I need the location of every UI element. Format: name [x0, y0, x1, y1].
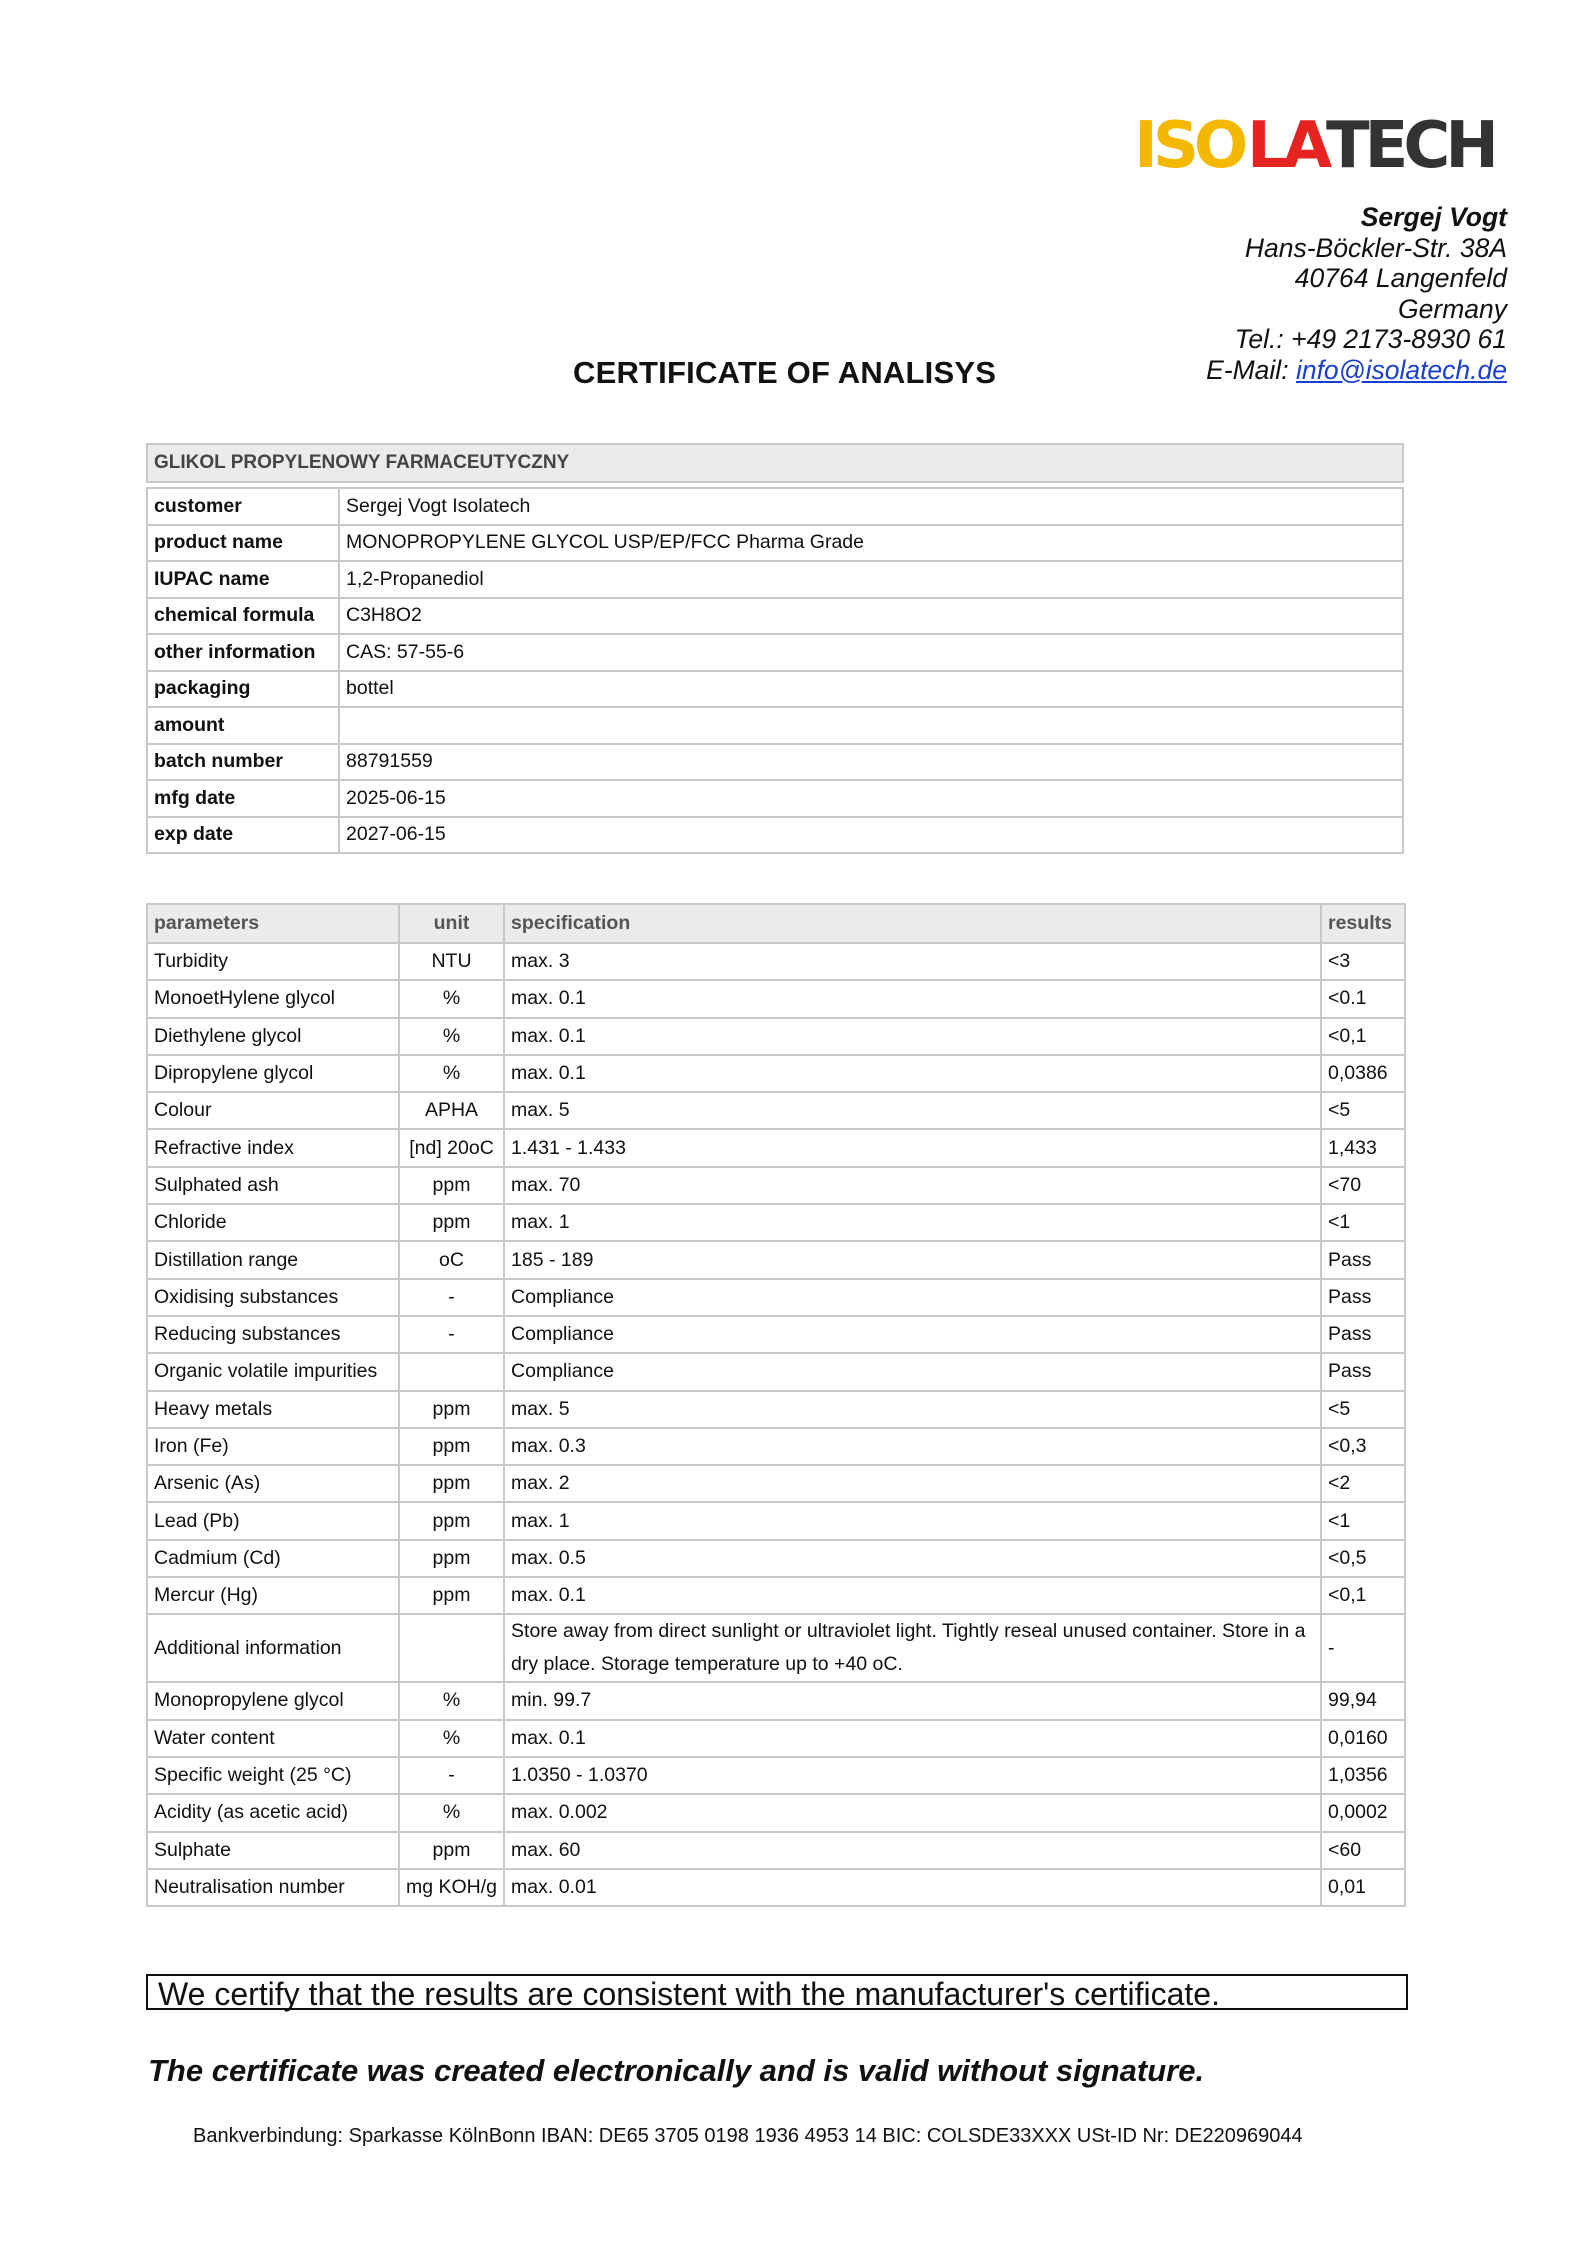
parameter-result: <1	[1321, 1502, 1405, 1539]
contact-name: Sergej Vogt	[1360, 202, 1507, 232]
parameter-name: Iron (Fe)	[147, 1428, 399, 1465]
parameter-specification: Compliance	[504, 1279, 1321, 1316]
header-unit: unit	[399, 904, 504, 943]
parameter-name: Colour	[147, 1092, 399, 1129]
info-label: other information	[147, 634, 339, 671]
isolatech-logo-icon	[1134, 108, 1506, 174]
parameter-name: Cadmium (Cd)	[147, 1540, 399, 1577]
parameter-specification: 1.431 - 1.433	[504, 1129, 1321, 1166]
company-address	[1206, 202, 1507, 385]
electronic-validity-note: The certificate was created electronically and is valid without signature.	[148, 2053, 1205, 2088]
info-label: customer	[147, 488, 339, 525]
parameter-unit: %	[399, 1018, 504, 1055]
product-section-header: GLIKOL PROPYLENOWY FARMACEUTYCZNY	[147, 444, 1403, 482]
parameter-unit: APHA	[399, 1092, 504, 1129]
parameter-result: <0,1	[1321, 1577, 1405, 1614]
country: Germany	[1398, 293, 1507, 324]
parameter-name: Mercur (Hg)	[147, 1577, 399, 1614]
parameter-unit: %	[399, 1055, 504, 1092]
parameter-unit: %	[399, 1720, 504, 1757]
parameter-row	[147, 1018, 1405, 1055]
parameter-specification: max. 0.5	[504, 1540, 1321, 1577]
parameter-row	[147, 1540, 1405, 1577]
parameter-name: MonoetHylene glycol	[147, 980, 399, 1017]
parameter-unit: NTU	[399, 943, 504, 980]
parameter-specification: max. 0.01	[504, 1869, 1321, 1906]
info-value: MONOPROPYLENE GLYCOL USP/EP/FCC Pharma Grade	[339, 525, 1403, 562]
parameter-name: Monopropylene glycol	[147, 1682, 399, 1719]
info-row	[147, 634, 1403, 671]
header-specification: specification	[504, 904, 1321, 943]
parameter-row	[147, 1577, 1405, 1614]
parameter-result: <5	[1321, 1092, 1405, 1129]
parameter-result: <1	[1321, 1204, 1405, 1241]
parameter-specification: Store away from direct sunlight or ultraviolet light. Tightly reseal unused container. Store in a dry place. Storage temperature up to +40 oC.	[504, 1614, 1321, 1682]
info-row	[147, 780, 1403, 817]
parameter-name: Heavy metals	[147, 1391, 399, 1428]
parameter-result: 0,0002	[1321, 1794, 1405, 1831]
parameter-name: Organic volatile impurities	[147, 1353, 399, 1390]
parameter-result: Pass	[1321, 1353, 1405, 1390]
parameter-specification: 1.0350 - 1.0370	[504, 1757, 1321, 1794]
parameter-specification: Compliance	[504, 1353, 1321, 1390]
info-value: 1,2-Propanediol	[339, 561, 1403, 598]
info-value: C3H8O2	[339, 598, 1403, 635]
info-label: product name	[147, 525, 339, 562]
parameter-row	[147, 1167, 1405, 1204]
parameter-result: -	[1321, 1614, 1405, 1682]
parameter-unit	[399, 1614, 504, 1682]
parameter-result: <70	[1321, 1167, 1405, 1204]
parameter-specification: max. 0.1	[504, 980, 1321, 1017]
svg-text:LA: LA	[1247, 109, 1328, 174]
info-value: 88791559	[339, 744, 1403, 781]
parameter-unit: mg KOH/g	[399, 1869, 504, 1906]
parameter-result: 0,0386	[1321, 1055, 1405, 1092]
parameter-row	[147, 1832, 1405, 1869]
parameter-row	[147, 1757, 1405, 1794]
info-row	[147, 744, 1403, 781]
street: Hans-Böckler-Str. 38A	[1244, 232, 1507, 263]
parameter-result: 0,01	[1321, 1869, 1405, 1906]
parameter-unit: ppm	[399, 1167, 504, 1204]
email-label: E-Mail:	[1206, 354, 1296, 385]
product-info-table	[146, 443, 1404, 854]
parameter-name: Additional information	[147, 1614, 399, 1682]
parameter-name: Sulphated ash	[147, 1167, 399, 1204]
parameter-row	[147, 1682, 1405, 1719]
parameter-name: Refractive index	[147, 1129, 399, 1166]
parameter-specification: max. 5	[504, 1092, 1321, 1129]
parameter-result: <0.1	[1321, 980, 1405, 1017]
parameter-name: Turbidity	[147, 943, 399, 980]
parameter-row	[147, 1465, 1405, 1502]
telephone: Tel.: +49 2173-8930 61	[1234, 324, 1507, 354]
info-row	[147, 817, 1403, 854]
parameter-name: Specific weight (25 °C)	[147, 1757, 399, 1794]
parameter-row	[147, 1502, 1405, 1539]
parameter-specification: max. 5	[504, 1391, 1321, 1428]
svg-text:TECH: TECH	[1326, 109, 1494, 174]
parameter-unit: %	[399, 980, 504, 1017]
parameter-specification: max. 0.1	[504, 1018, 1321, 1055]
parameter-name: Neutralisation number	[147, 1869, 399, 1906]
info-value: bottel	[339, 671, 1403, 708]
parameter-result: <3	[1321, 943, 1405, 980]
parameter-name: Sulphate	[147, 1832, 399, 1869]
parameter-row	[147, 1204, 1405, 1241]
parameter-row	[147, 1614, 1405, 1682]
certification-statement: We certify that the results are consistent with the manufacturer's certificate.	[146, 1974, 1408, 2010]
info-row	[147, 671, 1403, 708]
info-row	[147, 561, 1403, 598]
parameter-name: Distillation range	[147, 1241, 399, 1278]
parameter-unit: ppm	[399, 1832, 504, 1869]
parameter-unit: ppm	[399, 1577, 504, 1614]
parameter-unit: ppm	[399, 1204, 504, 1241]
parameter-result: <2	[1321, 1465, 1405, 1502]
parameter-result: 1,433	[1321, 1129, 1405, 1166]
parameter-specification: Compliance	[504, 1316, 1321, 1353]
parameter-result: Pass	[1321, 1241, 1405, 1278]
info-row	[147, 488, 1403, 525]
parameter-result: <0,3	[1321, 1428, 1405, 1465]
parameter-name: Acidity (as acetic acid)	[147, 1794, 399, 1831]
parameter-specification: max. 60	[504, 1832, 1321, 1869]
info-label: mfg date	[147, 780, 339, 817]
parameter-unit	[399, 1353, 504, 1390]
parameter-specification: max. 0.1	[504, 1577, 1321, 1614]
parameter-row	[147, 1353, 1405, 1390]
info-value: CAS: 57-55-6	[339, 634, 1403, 671]
parameter-result: Pass	[1321, 1316, 1405, 1353]
parameter-row	[147, 943, 1405, 980]
parameter-specification: max. 3	[504, 943, 1321, 980]
parameter-unit: ppm	[399, 1465, 504, 1502]
parameter-unit: ppm	[399, 1428, 504, 1465]
info-label: amount	[147, 707, 339, 744]
parameter-specification: max. 0.1	[504, 1055, 1321, 1092]
parameter-specification: max. 1	[504, 1502, 1321, 1539]
parameter-unit: -	[399, 1316, 504, 1353]
info-value: 2027-06-15	[339, 817, 1403, 854]
parameter-row	[147, 1092, 1405, 1129]
page-title: CERTIFICATE OF ANALISYS	[573, 355, 997, 390]
parameter-specification: min. 99.7	[504, 1682, 1321, 1719]
parameter-specification: max. 0.002	[504, 1794, 1321, 1831]
parameter-unit: ppm	[399, 1391, 504, 1428]
header-parameter: parameters	[147, 904, 399, 943]
parameter-result: Pass	[1321, 1279, 1405, 1316]
svg-text:ISO: ISO	[1134, 109, 1244, 174]
parameter-unit: ppm	[399, 1502, 504, 1539]
parameter-name: Diethylene glycol	[147, 1018, 399, 1055]
parameter-result: <5	[1321, 1391, 1405, 1428]
info-label: exp date	[147, 817, 339, 854]
parameter-result: <60	[1321, 1832, 1405, 1869]
parameter-name: Oxidising substances	[147, 1279, 399, 1316]
parameter-name: Water content	[147, 1720, 399, 1757]
parameter-result: 0,0160	[1321, 1720, 1405, 1757]
parameter-specification: max. 0.3	[504, 1428, 1321, 1465]
info-value	[339, 707, 1403, 744]
parameter-specification: 185 - 189	[504, 1241, 1321, 1278]
info-label: chemical formula	[147, 598, 339, 635]
parameter-row	[147, 1241, 1405, 1278]
parameter-specification: max. 0.1	[504, 1720, 1321, 1757]
header-result: results	[1321, 904, 1405, 943]
parameter-result: <0,1	[1321, 1018, 1405, 1055]
parameter-row	[147, 1428, 1405, 1465]
parameter-row	[147, 1129, 1405, 1166]
parameter-specification: max. 1	[504, 1204, 1321, 1241]
info-value: Sergej Vogt Isolatech	[339, 488, 1403, 525]
parameter-name: Chloride	[147, 1204, 399, 1241]
parameter-specification: max. 70	[504, 1167, 1321, 1204]
parameter-row	[147, 1055, 1405, 1092]
parameter-row	[147, 1869, 1405, 1906]
parameter-row	[147, 1279, 1405, 1316]
parameter-result: <0,5	[1321, 1540, 1405, 1577]
parameter-unit: %	[399, 1794, 504, 1831]
parameter-row	[147, 1720, 1405, 1757]
bank-details: Bankverbindung: Sparkasse KölnBonn IBAN: DE65 3705 0198 1936 4953 14 BIC: COLSDE33XXX USt-ID Nr: DE220969044	[193, 2125, 1303, 2147]
parameter-result: 99,94	[1321, 1682, 1405, 1719]
parameter-unit: [nd] 20oC	[399, 1129, 504, 1166]
parameter-name: Dipropylene glycol	[147, 1055, 399, 1092]
email-line	[1206, 355, 1507, 386]
city: 40764 Langenfeld	[1294, 263, 1507, 293]
info-value: 2025-06-15	[339, 780, 1403, 817]
parameter-name: Arsenic (As)	[147, 1465, 399, 1502]
parameter-unit: -	[399, 1757, 504, 1794]
parameter-unit: oC	[399, 1241, 504, 1278]
parameter-unit: ppm	[399, 1540, 504, 1577]
parameters-header-row	[147, 904, 1405, 943]
info-label: packaging	[147, 671, 339, 708]
parameter-row	[147, 1316, 1405, 1353]
parameters-table	[146, 903, 1406, 1907]
parameter-specification: max. 2	[504, 1465, 1321, 1502]
parameter-result: 1,0356	[1321, 1757, 1405, 1794]
parameter-name: Lead (Pb)	[147, 1502, 399, 1539]
parameter-row	[147, 980, 1405, 1017]
parameter-row	[147, 1391, 1405, 1428]
parameter-unit: -	[399, 1279, 504, 1316]
info-label: IUPAC name	[147, 561, 339, 598]
parameter-row	[147, 1794, 1405, 1831]
info-row	[147, 525, 1403, 562]
info-row	[147, 598, 1403, 635]
company-logo	[1134, 108, 1506, 174]
info-label: batch number	[147, 744, 339, 781]
parameter-unit: %	[399, 1682, 504, 1719]
info-row	[147, 707, 1403, 744]
email-link[interactable]: info@isolatech.de	[1295, 354, 1507, 385]
parameter-name: Reducing substances	[147, 1316, 399, 1353]
